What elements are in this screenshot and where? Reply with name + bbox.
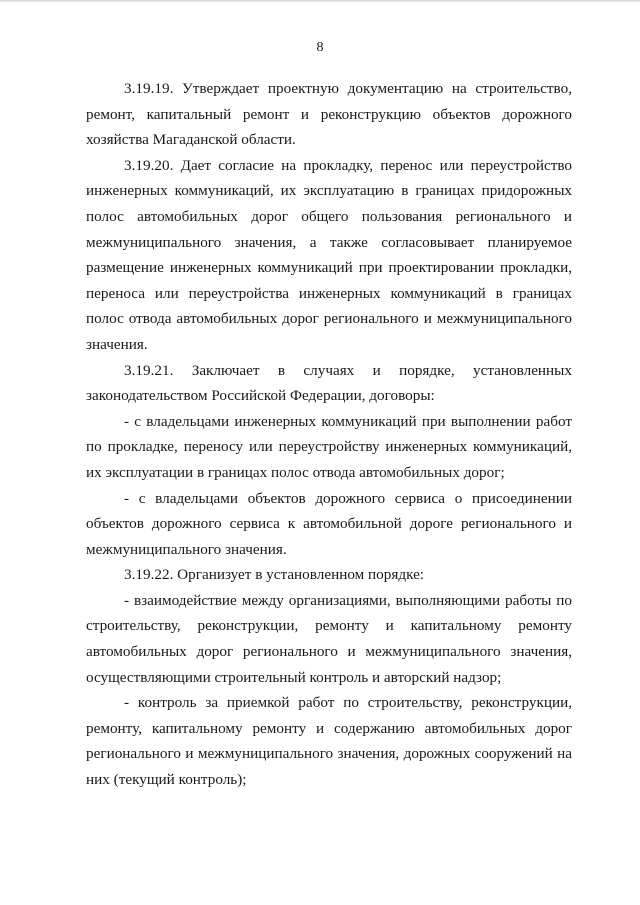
paragraph-3-19-20: 3.19.20. Дает согласие на прокладку, перенос или переустройство инженерных коммуникаций, их эксплуатацию в границах придорожных полос автомобильных дорог общего пользования регионального и межмуниципального значения, а также согласовывает планируемое размещение инженерных коммуникаций при проектировании прокладки, переноса или переустройства инженерных коммуникаций в границах полос отвода автомобильных дорог регионального и межмуниципального значения.	[86, 156, 572, 353]
list-item-interaction-organizations: - взаимодействие между организациями, выполняющими работы по строительству, реконструкции, ремонту и капитальному ремонту автомобильных дорог регионального и межмуниципального значения, осуществляющими строительный контроль и авторский надзор;	[86, 591, 572, 686]
document-body	[86, 76, 572, 793]
list-item-road-service-objects: - с владельцами объектов дорожного сервиса о присоединении объектов дорожного сервиса к автомобильной дороге регионального и межмуниципального значения.	[86, 489, 572, 558]
list-item-engineering-communications: - с владельцами инженерных коммуникаций при выполнении работ по прокладке, переносу или переустройству инженерных коммуникаций, их эксплуатации в границах полос отвода автомобильных дорог;	[86, 412, 572, 481]
list-item-acceptance-control: - контроль за приемкой работ по строительству, реконструкции, ремонту, капитальному ремонту и содержанию автомобильных дорог регионального и межмуниципального значения, дорожных сооружений на них (текущий контроль);	[86, 694, 572, 789]
page-number: 8	[316, 40, 324, 55]
paragraph-3-19-19: 3.19.19. Утверждает проектную документацию на строительство, ремонт, капитальный ремонт и реконструкцию объектов дорожного хозяйства Магаданской области.	[86, 80, 572, 149]
paragraph-3-19-21: 3.19.21. Заключает в случаях и порядке, установленных законодательством Российской Федерации, договоры:	[86, 361, 572, 405]
scan-edge	[0, 0, 640, 3]
paragraph-3-19-22: 3.19.22. Организует в установленном порядке:	[124, 566, 425, 584]
